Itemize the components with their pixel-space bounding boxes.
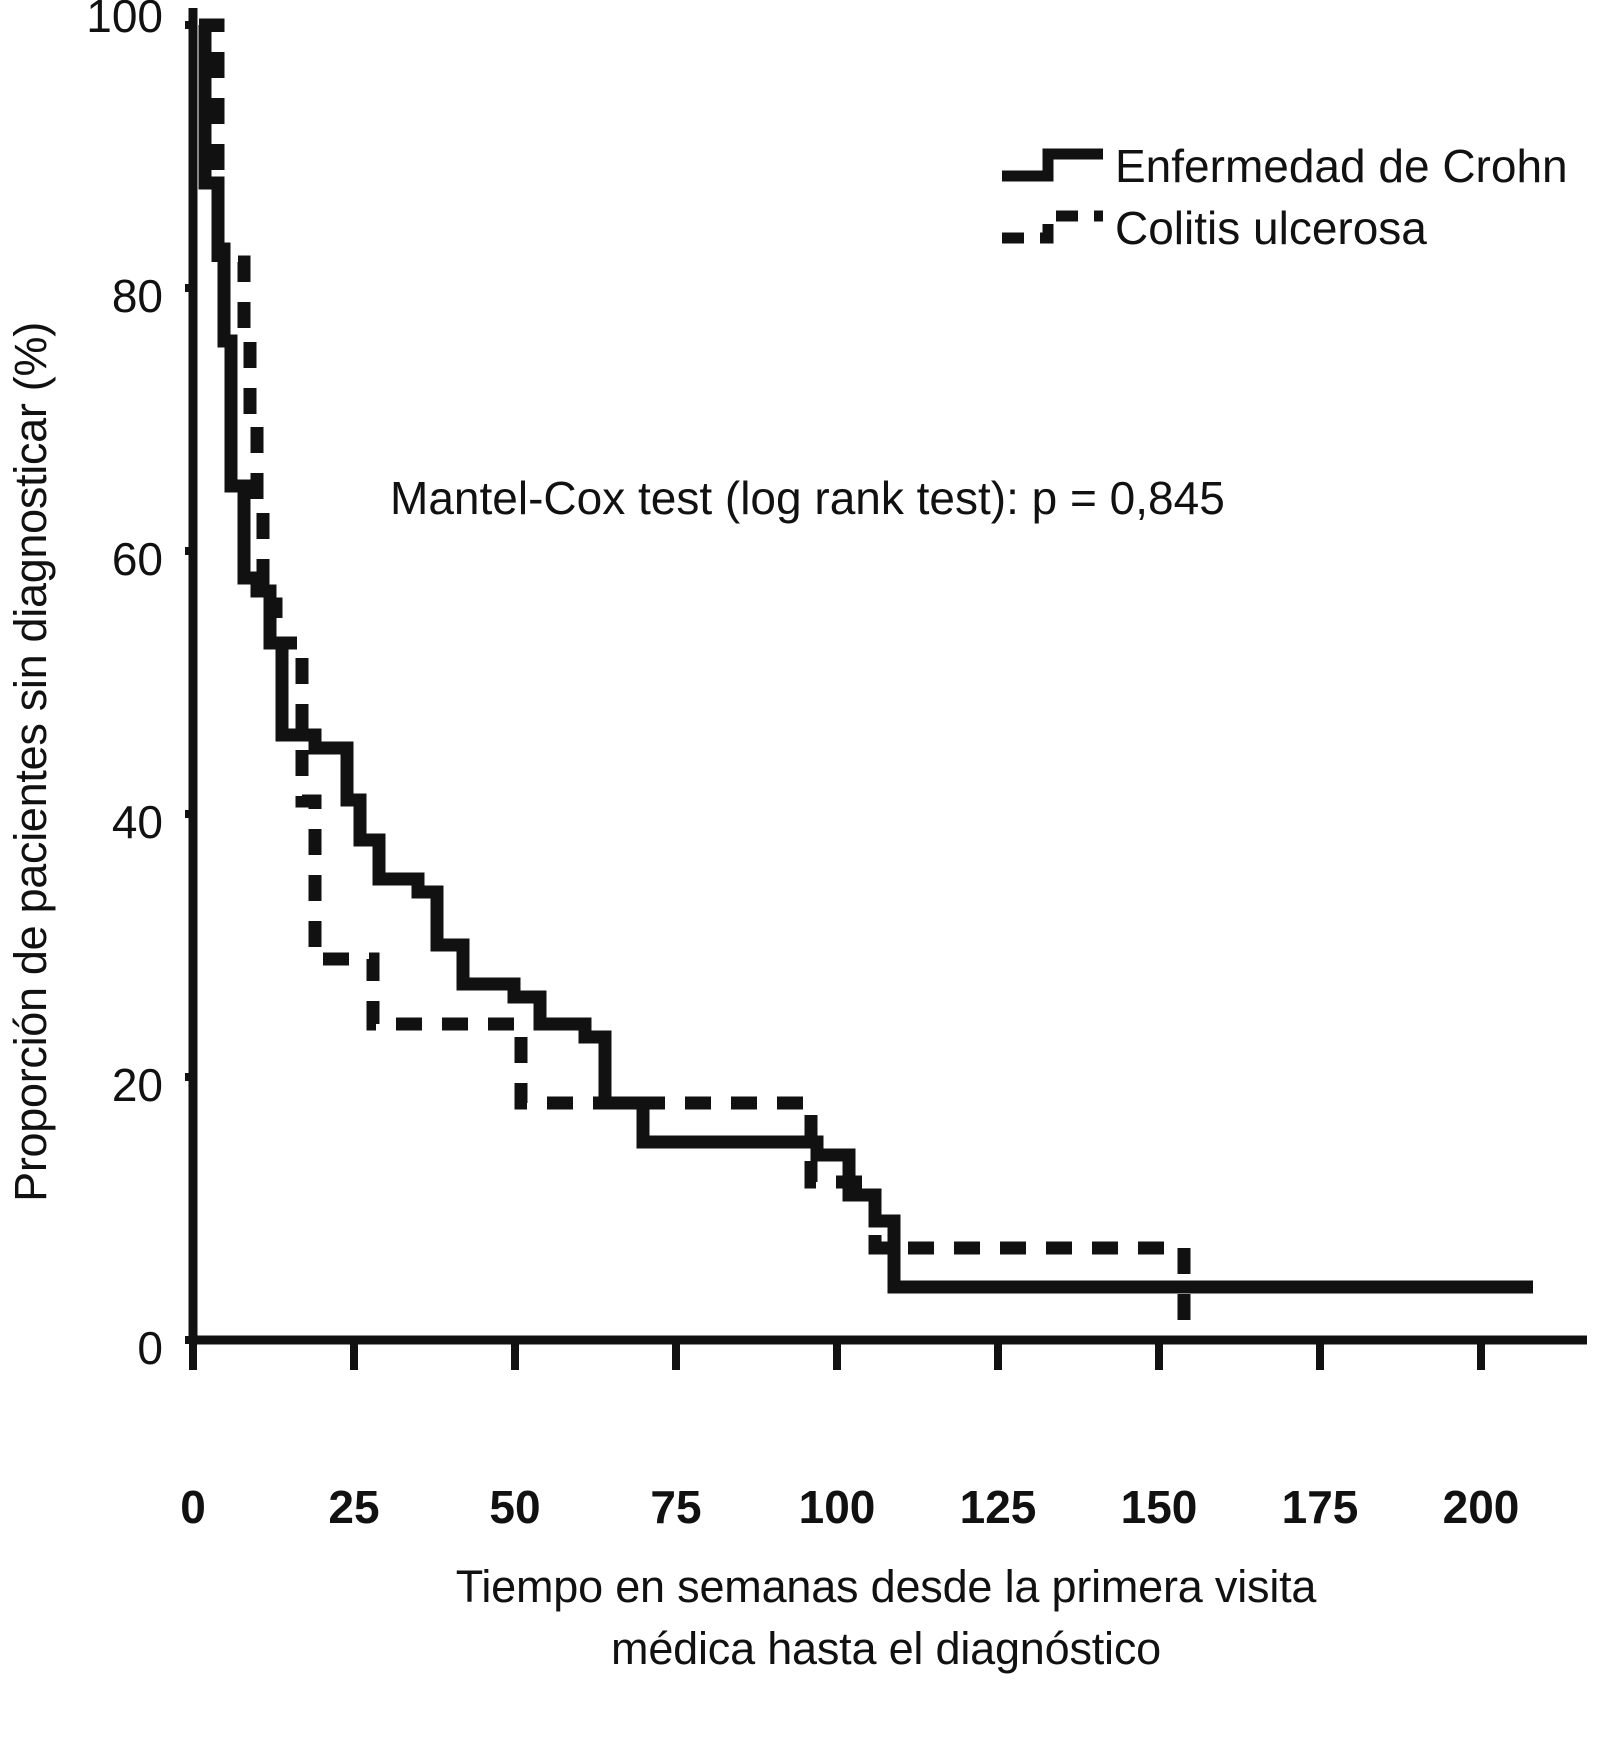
x-axis-label-line1: Tiempo en semanas desde la primera visita: [455, 1561, 1317, 1612]
y-tick-40: 40: [111, 796, 163, 848]
x-tick-100: 100: [798, 1481, 876, 1533]
x-tick-150: 150: [1120, 1481, 1198, 1533]
legend: [1000, 135, 1600, 259]
legend-item-colitis: [1000, 197, 1600, 259]
y-tick-100: 100: [86, 0, 163, 42]
legend-item-crohn: [1000, 135, 1600, 197]
legend-key-dashed-icon: [1000, 205, 1105, 251]
x-axis-label-line2: médica hasta el diagnóstico: [611, 1623, 1161, 1674]
x-tick-50: 50: [489, 1481, 541, 1533]
x-tick-200: 200: [1442, 1481, 1520, 1533]
y-tick-0: 0: [137, 1322, 163, 1374]
x-tick-25: 25: [328, 1481, 380, 1533]
legend-label-crohn: Enfermedad de Crohn: [1115, 140, 1568, 192]
y-axis-tick-labels: [30, 0, 175, 1468]
y-tick-80: 80: [111, 270, 163, 322]
y-tick-60: 60: [111, 533, 163, 585]
y-axis-label: Proporción de pacientes sin diagnosticar (%): [5, 322, 56, 1202]
x-axis-tick-labels: [180, 1478, 1587, 1536]
legend-key-solid-icon: [1000, 143, 1105, 189]
statistical-test-annotation: Mantel-Cox test (log rank test): p = 0,845: [390, 472, 1225, 524]
x-tick-0: 0: [180, 1481, 206, 1533]
x-tick-75: 75: [650, 1481, 702, 1533]
legend-label-colitis: Colitis ulcerosa: [1115, 202, 1427, 254]
y-tick-20: 20: [111, 1059, 163, 1111]
x-tick-125: 125: [959, 1481, 1037, 1533]
x-tick-175: 175: [1281, 1481, 1359, 1533]
x-axis-label: [185, 1556, 1587, 1680]
